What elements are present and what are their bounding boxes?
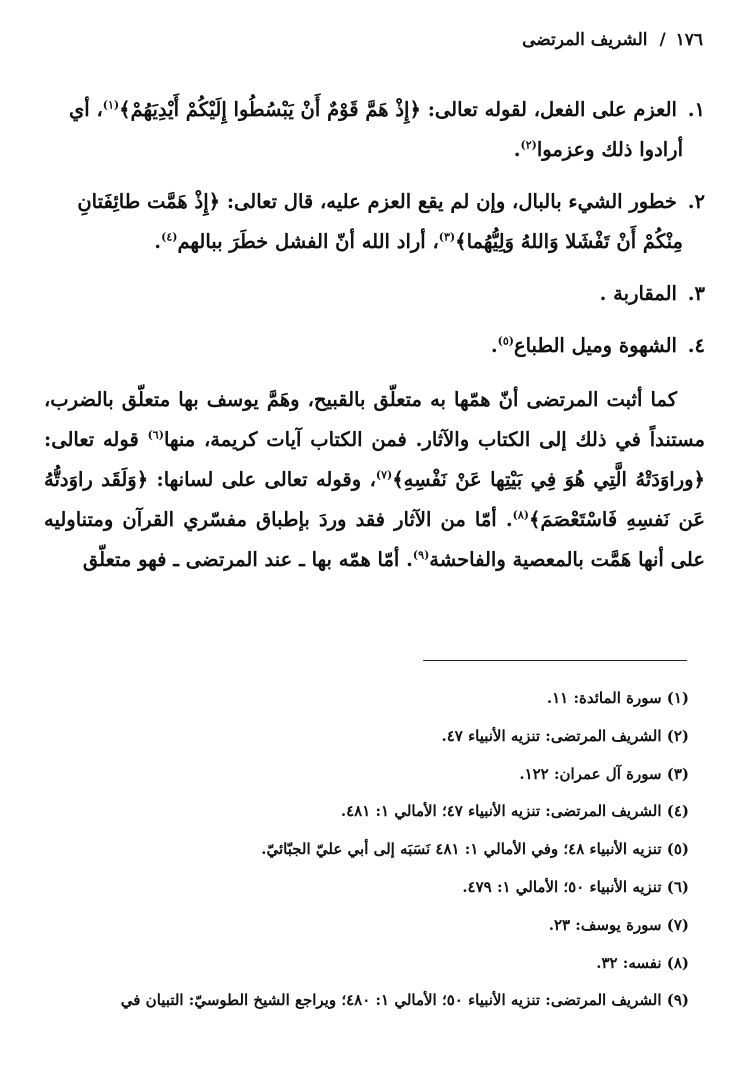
list-item-continuation: أرادوا ذلك وعزموا$^{(٢)}$. [513,138,683,161]
list-item [44,274,705,314]
footnotes [40,680,689,1020]
footnote-ref[interactable]: (٧) [375,468,393,482]
footnote: (١) سورة المائدة: ١١. [546,689,689,707]
list-item-index: ١. [687,98,705,121]
footnote: (٧) سورة يوسف: ٢٣. [548,915,689,934]
quran-quote: ﴿إِذْ هَمَّ قَوْمٌ أَنْ يَبْسُطُوا إِلَيْكُمْ أَيْدِيَهُمْ﴾ [119,98,421,121]
list-item-text: الشهوة وميل الطباع [513,334,684,357]
footnote-ref[interactable]: (٥) [497,334,514,348]
list-item-text: ، أي [68,98,103,121]
footnote: (٩) الشريف المرتضى: تنزيه الأنبياء ٥٠؛ الأمالي ١: ٤٨٠؛ ويراجع الشيخ الطوسيّ: التبيان في [120,991,689,1010]
footnote: (٣) سورة آل عمران: ١٢٢. [519,764,689,783]
footnote-ref[interactable]: (٤) [161,230,178,244]
header-separator: / [659,30,666,50]
footnote: (٢) الشريف المرتضى: تنزيه الأنبياء ٤٧. [441,726,689,745]
footnote-ref[interactable]: (٢) [520,138,537,152]
running-header [522,30,703,50]
list-item-continuation: مِنْكُمْ أَنْ تَفْشَلا وَاللهُ وَلِيُّهُما﴾$^{(٣)}$، أراد الله أنّ الفشل خطَرَ ببالهم$^{(٤)}$. [154,230,683,253]
quran-quote: مِنْكُمْ أَنْ تَفْشَلا وَاللهُ وَلِيُّهُما﴾ [455,230,683,253]
list-item [44,182,705,262]
list-item-index: ٣. [687,282,705,305]
page-number: ١٧٦ [675,30,703,50]
footnote-ref[interactable]: (٨) [512,508,529,522]
footnote: (٥) تنزيه الأنبياء ٤٨؛ وفي الأمالي ١: ٤٨١ نَسَبَه إلى أبي عليّ الجبّائيّ. [261,840,689,859]
list-item-index: ٢. [687,190,705,213]
quran-quote: ﴿وَلَقَد راوَدتُّهُ عَن نَفسِهِ فَاسْتَعْصَمَ﴾ [44,468,705,531]
list-item-text: المقاربة . [599,282,684,305]
header-title: الشريف المرتضى [522,30,648,50]
list-item-text: خطور الشيء بالبال، وإن لم يقع العزم عليه، قال تعالى: [220,190,684,213]
footnote: (٤) الشريف المرتضى: تنزيه الأنبياء ٤٧؛ الأمالي ١: ٤٨١. [340,802,689,821]
footnote: (٦) تنزيه الأنبياء ٥٠؛ الأمالي ١: ٤٧٩. [462,877,689,896]
main-text [44,90,705,580]
list-item: ٤. الشهوة وميل الطباع$^{(٥)}$. [490,334,705,357]
list-item-index: ٤. [687,334,705,357]
footnote-ref[interactable]: (٣) [438,230,456,244]
body-paragraph: كما أثبت المرتضى أنّ همّها به متعلّق بالقبيح، وهَمَّ يوسف بها متعلّق بالضرب، مستنداً في ذلك إلى الكتاب والآثار. فمن الكتاب آيات كريمة، منها$^{(٦)}$ قوله تعالى: ﴿وراوَدَتْهُ الَّتِي هُوَ فِي بَيْتِها عَنْ نَفْسِهِ﴾$^{(٧)}$، وقوله تعالى على لسانها: ﴿وَلَقَد راوَدتُّهُ عَن نَفسِهِ فَاسْتَعْصَمَ﴾$^{(٨)}$. أمّا من الآثار فقد وردَ بإطباق مفسّري القرآن ومتناوليه على أنها هَمَّت بالمعصية والفاحشة$^{(٩)}$. أمّا همّه بها ـ عند المرتضى ـ فهو متعلّق [44,388,705,571]
quran-quote: ﴿إِذْ هَمَّت طائِفَتانِ [77,190,221,213]
quran-quote: ﴿وراوَدَتْهُ الَّتِي هُوَ فِي بَيْتِها عَنْ نَفْسِهِ﴾ [392,468,705,491]
list-item [44,90,705,170]
footnote-ref[interactable]: (١) [102,98,120,112]
footnote: (٨) نفسه: ٣٢. [596,953,689,972]
list-item-text: العزم على الفعل، لقوله تعالى: [420,98,684,121]
footnote-ref[interactable]: (٦) [147,428,164,442]
footnote-ref[interactable]: (٩) [412,548,430,562]
footnote-separator [423,660,687,661]
